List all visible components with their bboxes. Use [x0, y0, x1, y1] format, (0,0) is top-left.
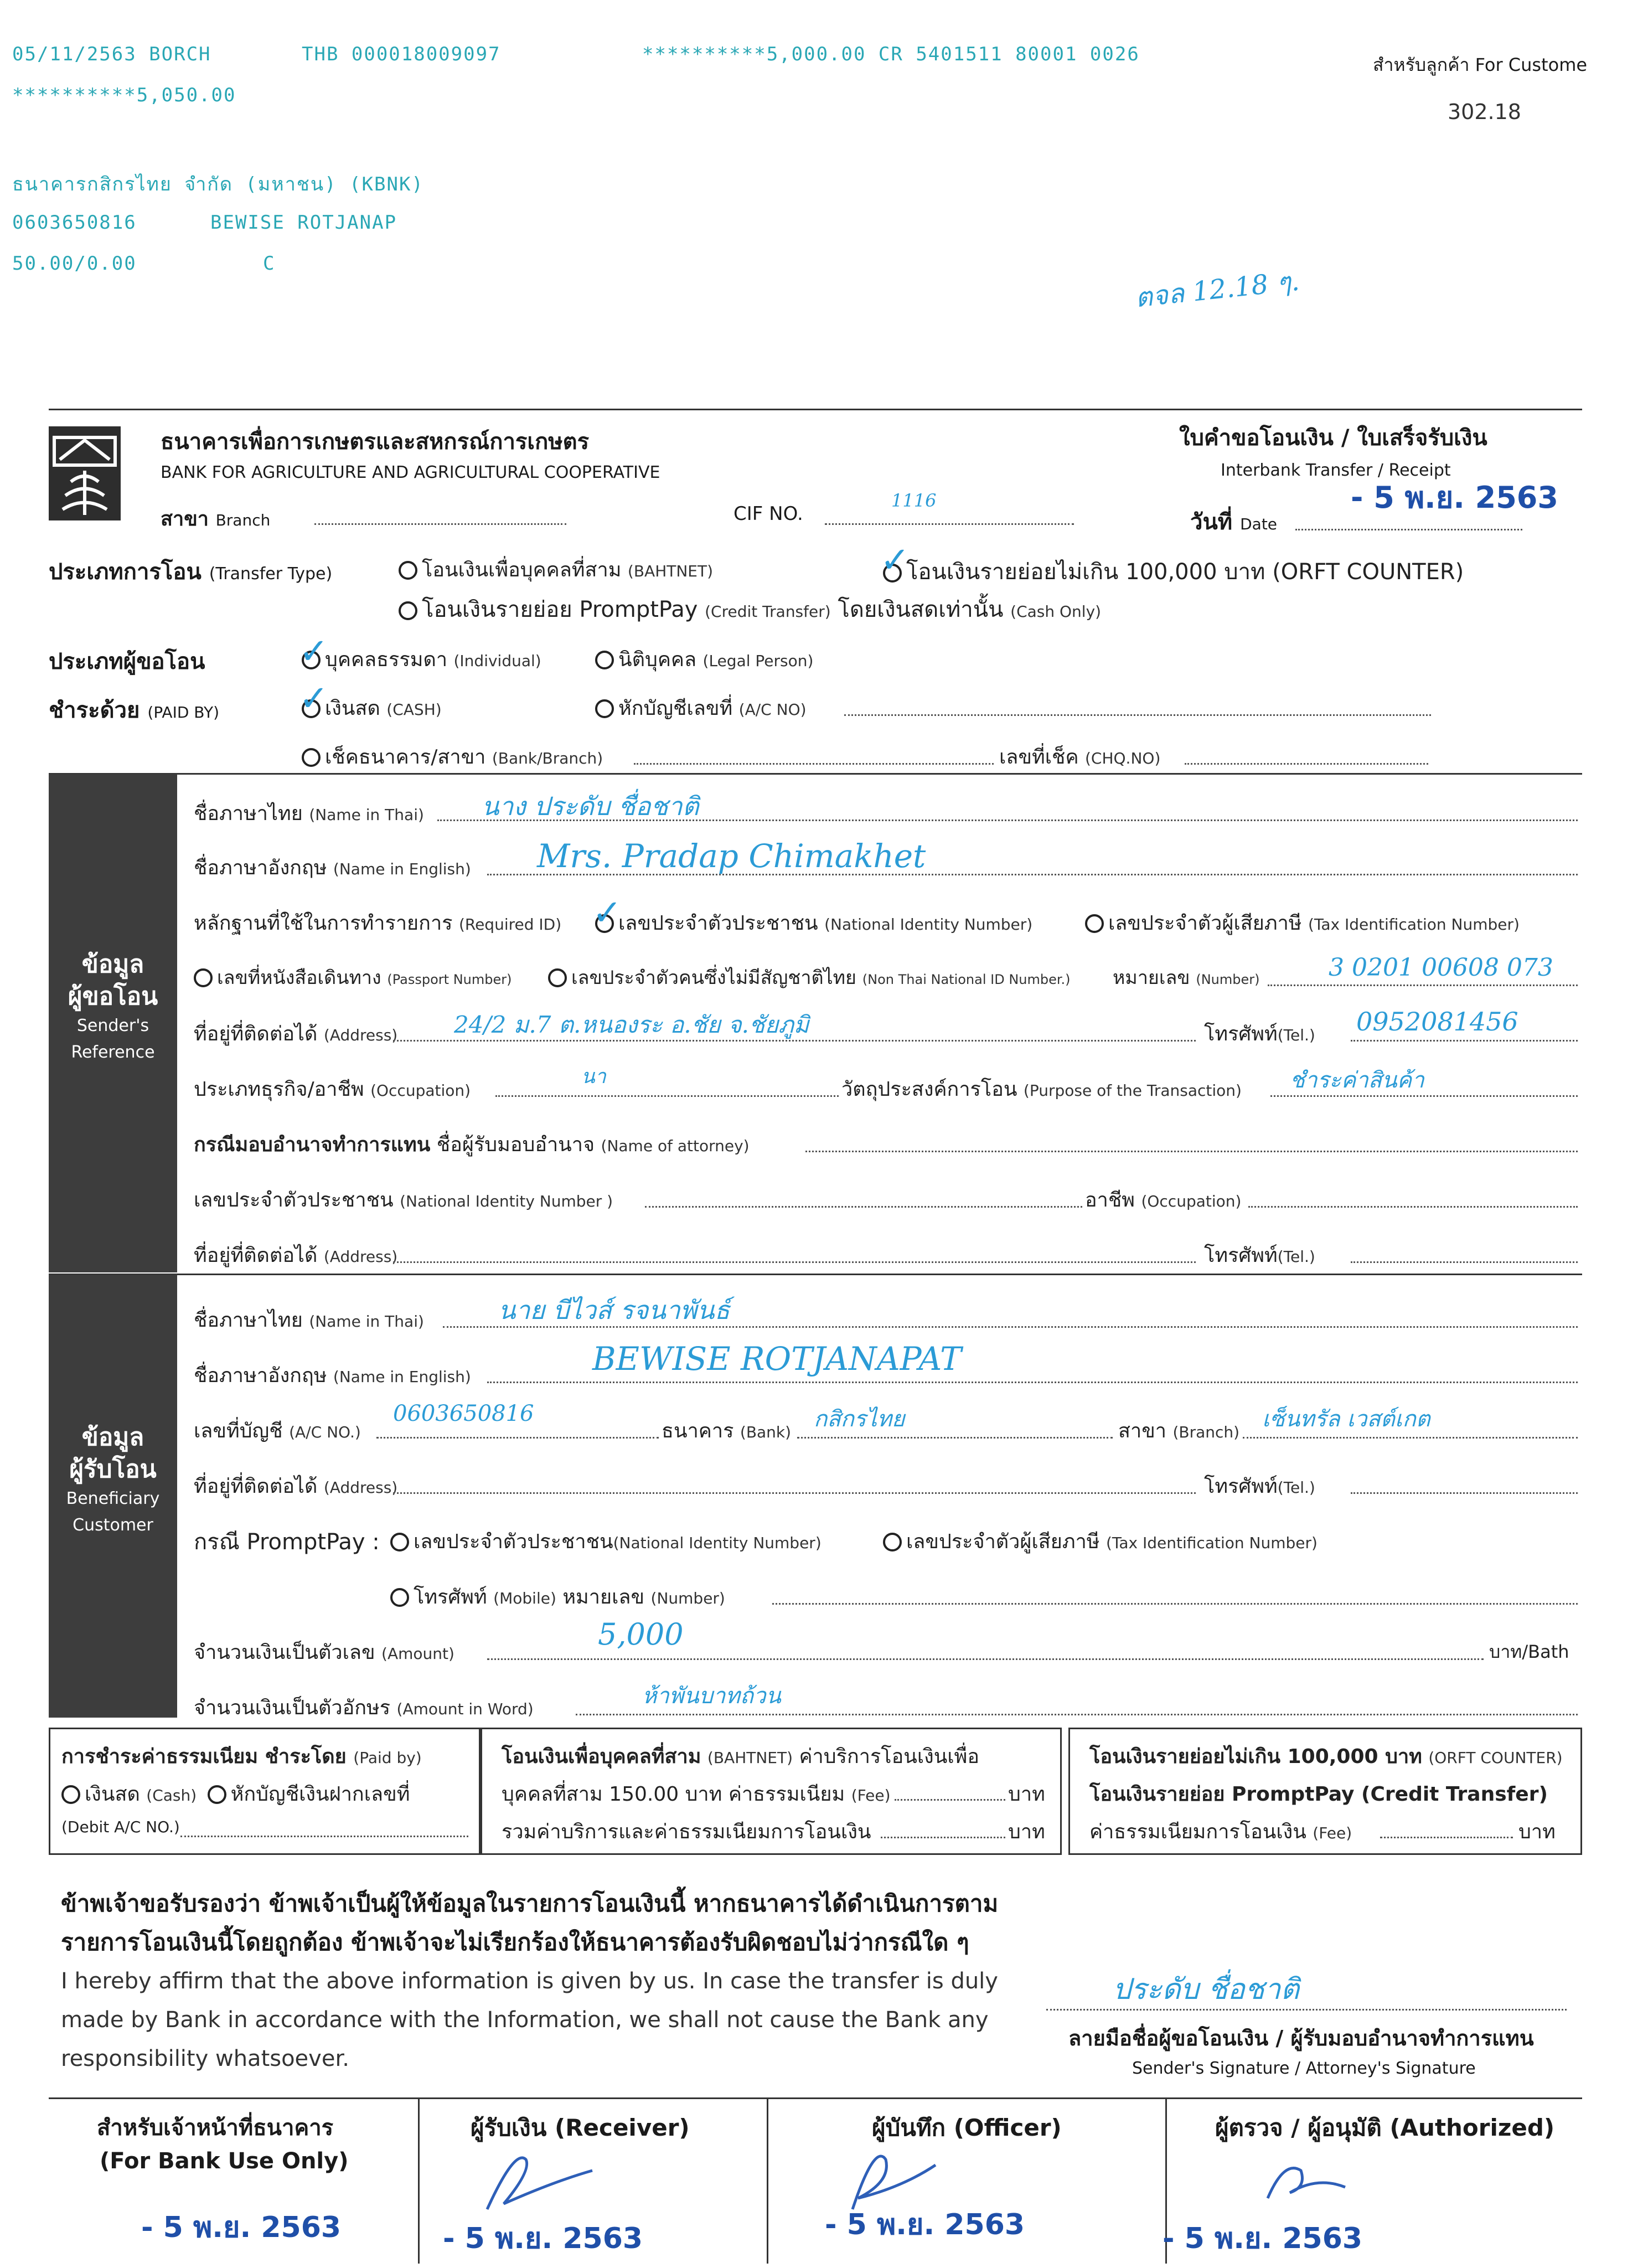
bank-use-label-th: สำหรับเจ้าหน้าที่ธนาคาร	[97, 2115, 334, 2141]
beneficiary-name-en-line[interactable]	[487, 1382, 1578, 1383]
printout-dest-name: BEWISE ROTJANAP	[210, 212, 397, 234]
opt-passport[interactable]: เลขที่หนังสือเดินทาง (Passport Number)	[194, 962, 512, 992]
bank-use-stamp: - 5 พ.ย. 2563	[141, 2211, 342, 2244]
beneficiary-address-label: ที่อยู่ที่ติดต่อได้ (Address)	[194, 1475, 398, 1498]
fee-debit-label: (Debit A/C NO.)	[61, 1818, 180, 1836]
amount-label: จำนวนเงินเป็นตัวเลข (Amount)	[194, 1641, 454, 1664]
beneficiary-account-label: เลขที่บัญชี (A/C NO.)	[194, 1420, 361, 1442]
account-line[interactable]	[844, 714, 1431, 716]
beneficiary-branch-value: เซ็นทรัล เวสต์เกต	[1262, 1406, 1430, 1432]
fee-payment-box: การชำระค่าธรรมเนียม ชำระโดย (Paid by) เงินสด (Cash) หักบัญชีเงินฝากเลขที่ (Debit A/C NO.)	[49, 1728, 481, 1855]
radio-icon	[595, 699, 614, 718]
orft-fee-line[interactable]	[1380, 1837, 1513, 1838]
radio-icon	[399, 601, 417, 620]
baac-logo-icon	[49, 426, 121, 520]
declaration-th-2: รายการโอนเงินนี้โดยถูกต้อง ข้าพเจ้าจะไม่เรียกร้องให้ธนาคารต้องรับผิดชอบไม่ว่ากรณีใด ๆ	[61, 1929, 969, 1956]
amount-words-value: ห้าพันบาทถ้วน	[642, 1683, 781, 1709]
required-id-label: หลักฐานที่ใช้ในการทำรายการ (Required ID)	[194, 912, 562, 935]
opt-cheque[interactable]: เช็คธนาคาร/สาขา (Bank/Branch)	[302, 741, 603, 772]
form-title-en: Interbank Transfer / Receipt	[1221, 461, 1451, 480]
beneficiary-branch-label: สาขา (Branch)	[1118, 1420, 1240, 1442]
radio-icon	[194, 968, 213, 987]
printout-amount: **********5,000.00 CR 5401511 80001 0026	[642, 43, 1140, 65]
sender-number-label: หมายเลข (Number)	[1113, 967, 1260, 989]
radio-icon	[208, 1785, 226, 1804]
beneficiary-name-th-value: นาย บีไวส์ รจนาพันธ์	[498, 1295, 730, 1325]
opt-account[interactable]: หักบัญชีเลขที่ (A/C NO)	[595, 692, 807, 724]
opt-cash[interactable]: เงินสด (CASH)	[302, 692, 442, 724]
cif-line[interactable]	[825, 523, 1074, 525]
attorney-name-label: กรณีมอบอำนาจทำการแทน ชื่อผู้รับมอบอำนาจ (Name of attorney)	[194, 1133, 750, 1156]
radio-icon	[399, 561, 417, 580]
sender-side-panel: ข้อมูล ผู้ขอโอน Sender's Reference	[49, 774, 177, 1272]
paid-by-label: ชำระด้วย (PAID BY)	[49, 698, 219, 723]
opt-promptpay[interactable]: โอนเงินรายย่อย PromptPay (Credit Transfer) โดยเงินสดเท่านั้น (Cash Only)	[399, 591, 1101, 627]
sender-number-line[interactable]	[1268, 984, 1578, 986]
attorney-address-line[interactable]	[393, 1261, 1196, 1263]
radio-icon	[595, 651, 614, 669]
receiver-label: ผู้รับเงิน (Receiver)	[471, 2114, 690, 2141]
beneficiary-tel-label: โทรศัพท์(Tel.)	[1204, 1475, 1315, 1498]
radio-icon	[883, 1533, 902, 1551]
promptpay-label: กรณี PromptPay :	[194, 1529, 380, 1555]
occupation-value: นา	[581, 1065, 606, 1088]
date-line[interactable]	[1295, 529, 1522, 530]
opt-non-thai-id[interactable]: เลขประจำตัวคนซึ่งไม่มีสัญชาติไทย (Non Thai National ID Number.)	[548, 962, 1071, 992]
declaration-th-1: ข้าพเจ้าขอรับรองว่า ข้าพเจ้าเป็นผู้ให้ข้อมูลในรายการโอนเงินนี้ หากธนาคารได้ดำเนินการตาม	[61, 1890, 999, 1917]
bahtnet-total-line[interactable]	[881, 1837, 1005, 1838]
beneficiary-top-border	[49, 1274, 1582, 1275]
radio-icon	[548, 968, 567, 987]
beneficiary-name-th-label: ชื่อภาษาไทย (Name in Thai)	[194, 1309, 424, 1332]
amount-words-line[interactable]	[576, 1714, 1578, 1715]
attorney-occupation-line[interactable]	[1248, 1206, 1578, 1208]
printout-date: 05/11/2563 BORCH	[12, 43, 211, 65]
sender-name-th-label: ชื่อภาษาไทย (Name in Thai)	[194, 802, 424, 825]
declaration-en-2: made by Bank in accordance with the Information, we shall not cause the Bank any	[61, 2007, 989, 2033]
radio-icon	[390, 1588, 409, 1607]
sender-name-th-value: นาง ประดับ ชื่อชาติ	[482, 791, 699, 821]
occupation-line[interactable]	[495, 1095, 839, 1097]
beneficiary-name-en-value: BEWISE ROTJANAPAT	[592, 1340, 962, 1378]
amount-unit: บาท/Bath	[1489, 1641, 1569, 1662]
pp-opt-mobile[interactable]: โทรศัพท์ (Mobile) หมายเลข (Number)	[390, 1581, 725, 1612]
sender-address-label: ที่อยู่ที่ติดต่อได้ (Address)	[194, 1023, 398, 1045]
requester-type-label: ประเภทผู้ขอโอน	[49, 649, 205, 674]
opt-legal-person[interactable]: นิติบุคคล (Legal Person)	[595, 643, 813, 675]
attorney-address-label: ที่อยู่ที่ติดต่อได้ (Address)	[194, 1244, 398, 1267]
sender-name-en-label: ชื่อภาษาอังกฤษ (Name in English)	[194, 857, 471, 879]
bank-name-en: BANK FOR AGRICULTURE AND AGRICULTURAL COOPERATIVE	[161, 463, 660, 482]
footer-divider-1	[418, 2097, 420, 2264]
signature-label-th: ลายมือชื่อผู้ขอโอนเงิน / ผู้รับมอบอำนาจทำการแทน	[1068, 2026, 1534, 2050]
amount-line[interactable]	[487, 1658, 1484, 1660]
cif-label: CIF NO.	[733, 503, 803, 525]
sender-address-value: 24/2 ม.7 ต.หนองระ อ.ชัย จ.ชัยภูมิ	[454, 1011, 809, 1038]
pp-number-line[interactable]	[772, 1603, 1578, 1605]
sender-top-border	[49, 773, 1582, 775]
opt-national-id[interactable]: เลขประจำตัวประชาชน (National Identity Number)	[595, 907, 1032, 939]
opt-individual[interactable]: บุคคลธรรมดา (Individual)	[302, 643, 541, 675]
cheque-number-line[interactable]	[1185, 763, 1428, 765]
attorney-occupation-label: อาชีพ (Occupation)	[1085, 1189, 1242, 1212]
pp-opt-national-id[interactable]: เลขประจำตัวประชาชน(National Identity Number)	[390, 1525, 822, 1557]
authorized-signature-icon	[1234, 2137, 1378, 2220]
beneficiary-account-line[interactable]	[376, 1437, 659, 1439]
fee-debit-line[interactable]	[180, 1836, 468, 1837]
beneficiary-bank-line[interactable]	[797, 1437, 1113, 1439]
authorized-label: ผู้ตรวจ / ผู้อนุมัติ (Authorized)	[1215, 2114, 1555, 2141]
occupation-label: ประเภทธุรกิจ/อาชีพ (Occupation)	[194, 1078, 471, 1101]
beneficiary-tel-line[interactable]	[1351, 1492, 1578, 1494]
declaration-en-1: I hereby affirm that the above information is given by us. In case the transfer is duly	[61, 1968, 998, 1994]
printout-bank: ธนาคารกสิกรไทย จำกัด (มหาชน) (KBNK)	[12, 173, 424, 195]
copy-label: สำหรับลูกค้า For Custome	[1373, 54, 1588, 75]
printout-total: **********5,050.00	[12, 84, 236, 106]
beneficiary-bank-label: ธนาคาร (Bank)	[662, 1420, 792, 1442]
sender-tel-value: 0952081456	[1356, 1007, 1518, 1037]
printout-account: THB 000018009097	[302, 43, 501, 65]
checkmark-icon: ✓	[299, 678, 329, 719]
checkmark-icon: ✓	[299, 631, 329, 672]
receiver-stamp: - 5 พ.ย. 2563	[443, 2222, 643, 2255]
printout-dest-account: 0603650816	[12, 212, 137, 234]
orft-fee-box: โอนเงินรายย่อยไม่เกิน 100,000 บาท (ORFT COUNTER) โอนเงินรายย่อย PromptPay (Credit Transfer) ค่าธรรมเนียมการโอนเงิน (Fee) บาท	[1068, 1728, 1582, 1855]
bank-use-label-en: (For Bank Use Only)	[100, 2148, 349, 2174]
sender-name-en-value: Mrs. Pradap Chimakhet	[537, 837, 926, 875]
beneficiary-name-en-label: ชื่อภาษาอังกฤษ (Name in English)	[194, 1364, 471, 1387]
pp-opt-tax-id[interactable]: เลขประจำตัวผู้เสียภาษี (Tax Identification Number)	[883, 1525, 1318, 1557]
attorney-tel-line[interactable]	[1351, 1261, 1578, 1263]
beneficiary-bank-value: กสิกรไทย	[814, 1406, 905, 1432]
transfer-type-label: ประเภทการโอน (Transfer Type)	[49, 559, 333, 585]
date-label: วันที่ Date	[1190, 509, 1278, 535]
attorney-name-line[interactable]	[805, 1151, 1578, 1152]
bank-name-th: ธนาคารเพื่อการเกษตรและสหกรณ์การเกษตร	[161, 429, 590, 455]
sender-signature: ประดับ ชื่อชาติ	[1113, 1973, 1299, 2006]
bank-branch-line[interactable]	[634, 763, 994, 765]
sender-tel-label: โทรศัพท์(Tel.)	[1204, 1023, 1315, 1045]
printout-code: C	[263, 252, 276, 275]
checkmark-icon: ✓	[880, 540, 910, 581]
form-title-th: ใบคำขอโอนเงิน / ใบเสร็จรับเงิน	[1179, 425, 1487, 451]
receiver-signature-icon	[465, 2137, 609, 2220]
officer-stamp: - 5 พ.ย. 2563	[825, 2208, 1025, 2241]
cif-value: 1116	[891, 490, 937, 511]
amount-value: 5,000	[598, 1617, 684, 1652]
opt-tax-id[interactable]: เลขประจำตัวผู้เสียภาษี (Tax Identification Number)	[1085, 907, 1520, 939]
opt-bahtnet[interactable]: โอนเงินเพื่อบุคคลที่สาม (BAHTNET)	[399, 554, 713, 585]
radio-icon	[302, 748, 321, 767]
amount-words-label: จำนวนเงินเป็นตัวอักษร (Amount in Word)	[194, 1697, 534, 1719]
branch-line[interactable]	[314, 523, 566, 525]
sender-number-value: 3 0201 00608 073	[1329, 953, 1553, 982]
checkmark-icon: ✓	[592, 893, 622, 934]
attorney-tel-label: โทรศัพท์(Tel.)	[1204, 1244, 1315, 1267]
footer-top-border	[49, 2097, 1582, 2099]
purpose-value: ชำระค่าสินค้า	[1290, 1068, 1424, 1093]
beneficiary-branch-line[interactable]	[1243, 1437, 1578, 1439]
attorney-id-line[interactable]	[645, 1206, 1082, 1208]
cheque-number-label: เลขที่เช็ค (CHQ.NO)	[999, 746, 1161, 769]
sender-tel-line[interactable]	[1351, 1040, 1578, 1042]
declaration-en-3: responsibility whatsoever.	[61, 2046, 349, 2071]
radio-icon	[1085, 914, 1104, 933]
reference-number: 302.18	[1448, 100, 1521, 124]
handwritten-note: ตจล 12.18 ๆ.	[1133, 265, 1301, 314]
radio-icon	[61, 1785, 80, 1804]
radio-icon	[390, 1533, 409, 1551]
branch-label: สาขา Branch	[161, 508, 271, 530]
beneficiary-address-line[interactable]	[393, 1492, 1196, 1494]
purpose-label: วัตถุประสงค์การโอน (Purpose of the Transaction)	[841, 1078, 1242, 1101]
bahtnet-fee-box: โอนเงินเพื่อบุคคลที่สาม (BAHTNET) ค่าบริการโอนเงินเพื่อ บุคคลที่สาม 150.00 บาท ค่าธรรมเนียม (Fee) บาท รวมค่าบริการและค่าธรรมเนียมการโอนเงิน บาท	[481, 1728, 1062, 1855]
top-divider	[49, 409, 1582, 410]
bahtnet-fee-line[interactable]	[895, 1799, 1005, 1801]
opt-orft-counter[interactable]: โอนเงินรายย่อยไม่เกิน 100,000 บาท (ORFT COUNTER)	[883, 554, 1464, 589]
printout-fee: 50.00/0.00	[12, 252, 137, 275]
officer-label: ผู้บันทึก (Officer)	[872, 2114, 1062, 2141]
authorized-stamp: - 5 พ.ย. 2563	[1163, 2222, 1363, 2255]
signature-label-en: Sender's Signature / Attorney's Signature	[1132, 2059, 1476, 2078]
date-stamp: - 5 พ.ย. 2563	[1351, 480, 1558, 515]
beneficiary-side-panel: ข้อมูล ผู้รับโอน Beneficiary Customer	[49, 1275, 177, 1718]
footer-divider-2	[767, 2097, 768, 2264]
attorney-id-label: เลขประจำตัวประชาชน (National Identity Number )	[194, 1189, 613, 1212]
fee-opt-cash[interactable]: เงินสด (Cash) หักบัญชีเงินฝากเลขที่	[61, 1778, 410, 1810]
beneficiary-account-value: 0603650816	[393, 1401, 534, 1426]
